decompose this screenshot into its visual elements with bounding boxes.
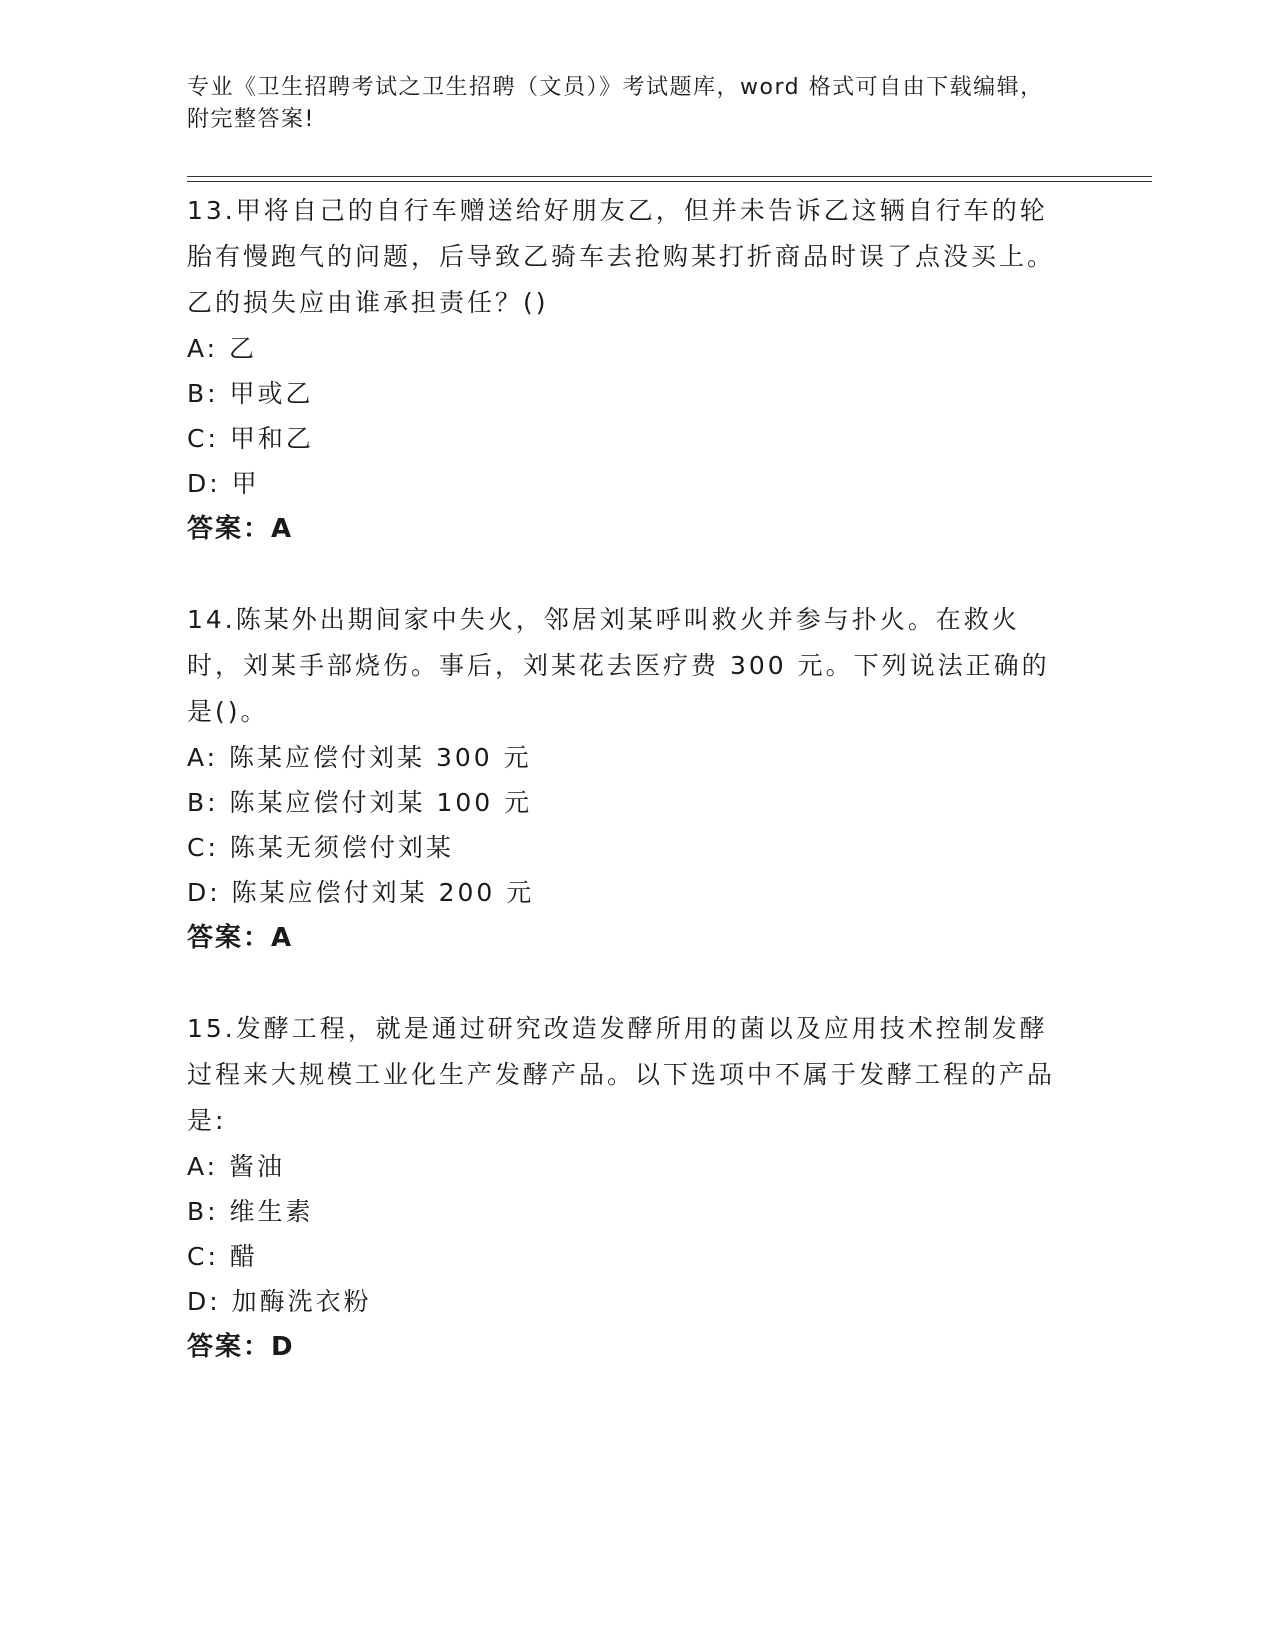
question-15	[187, 1006, 1087, 1370]
option-d: D: 加酶洗衣粉	[187, 1287, 372, 1316]
header-divider-top	[187, 176, 1152, 177]
option-d: D: 陈某应偿付刘某 200 元	[187, 878, 535, 907]
option-b: B: 维生素	[187, 1197, 314, 1226]
answer: 答案：A	[187, 923, 294, 953]
option-c: C: 陈某无须偿付刘某	[187, 833, 454, 862]
option-a: A: 陈某应偿付刘某 300 元	[187, 743, 532, 772]
option-a: A: 酱油	[187, 1152, 286, 1181]
question-13	[187, 188, 1087, 552]
question-14	[187, 597, 1087, 961]
option-d: D: 甲	[187, 469, 260, 498]
option-c: C: 甲和乙	[187, 424, 314, 453]
question-stem: 15.发酵工程，就是通过研究改造发酵所用的菌以及应用技术控制发酵过程来大规模工业化生产发酵产品。以下选项中不属于发酵工程的产品是:	[187, 1014, 1056, 1135]
option-b: B: 陈某应偿付刘某 100 元	[187, 788, 533, 817]
answer: 答案：D	[187, 1332, 295, 1362]
option-b: B: 甲或乙	[187, 379, 314, 408]
header-divider-bottom	[187, 181, 1152, 182]
question-stem: 13.甲将自己的自行车赠送给好朋友乙，但并未告诉乙这辆自行车的轮胎有慢跑气的问题，后导致乙骑车去抢购某打折商品时误了点没买上。乙的损失应由谁承担责任？()	[187, 196, 1056, 317]
answer: 答案：A	[187, 514, 294, 544]
option-a: A: 乙	[187, 334, 258, 363]
document-header: 专业《卫生招聘考试之卫生招聘（文员）》考试题库，word 格式可自由下载编辑，附完整答案!	[187, 75, 1044, 132]
question-stem: 14.陈某外出期间家中失火，邻居刘某呼叫救火并参与扑火。在救火时，刘某手部烧伤。事后，刘某花去医疗费 300 元。下列说法正确的是()。	[187, 605, 1050, 726]
option-c: C: 醋	[187, 1242, 258, 1271]
